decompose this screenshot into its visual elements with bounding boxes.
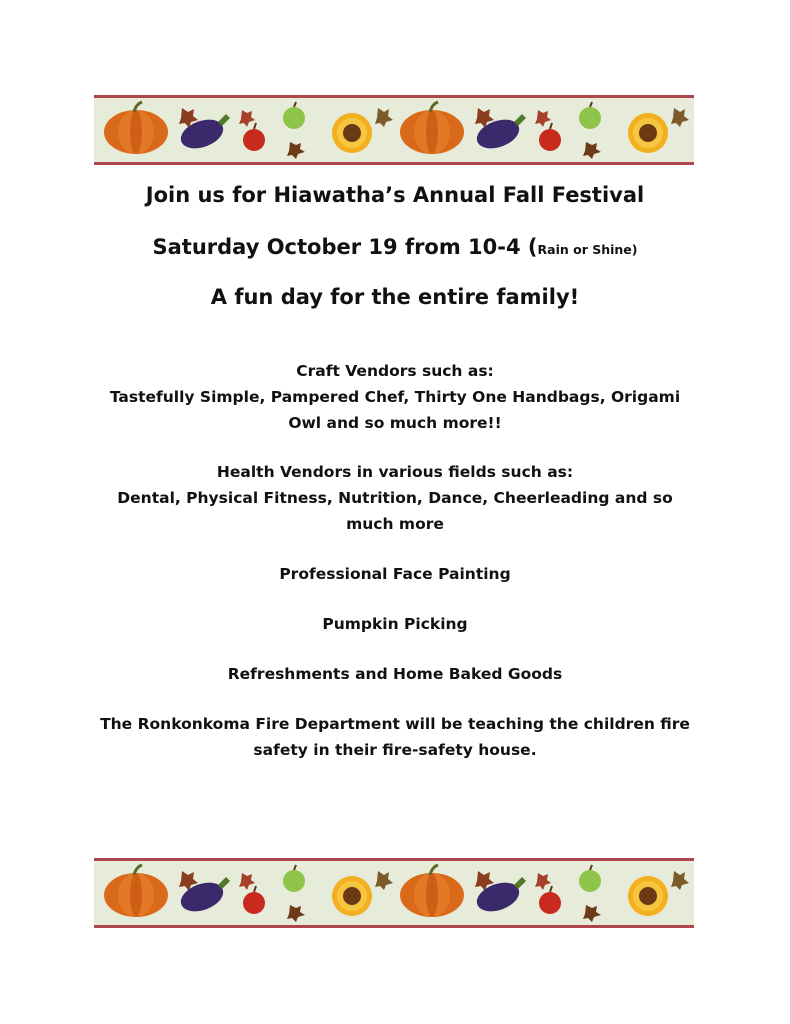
top-autumn-banner (94, 95, 694, 165)
leaf-icon (239, 110, 255, 127)
sunflower-icon (332, 113, 372, 153)
fire-department-line-2: safety in their fire-safety house. (253, 741, 537, 759)
autumn-pattern-bottom (94, 861, 694, 925)
tagline: A fun day for the entire family! (210, 285, 580, 309)
green-apple-icon (283, 865, 305, 892)
apple-icon (243, 123, 265, 151)
leaf-icon (375, 108, 393, 127)
leaf-icon (287, 142, 305, 159)
apple-icon (243, 886, 265, 914)
sunflower-icon (332, 876, 372, 916)
autumn-pattern-top (94, 98, 694, 162)
green-apple-icon (283, 102, 305, 129)
rain-or-shine-note: Rain or Shine) (537, 242, 638, 257)
pumpkin-icon (104, 865, 168, 917)
bottom-autumn-banner (94, 858, 694, 928)
refreshments: Refreshments and Home Baked Goods (227, 665, 563, 683)
health-vendors-heading: Health Vendors in various fields such as: (216, 463, 574, 481)
health-vendors-line-1: Dental, Physical Fitness, Nutrition, Dance, Cheerleading and so (117, 489, 673, 507)
craft-vendors-line-1: Tastefully Simple, Pampered Chef, Thirty One Handbags, Origami (109, 388, 681, 406)
festival-title: Join us for Hiawatha’s Annual Fall Festival (145, 183, 645, 207)
date-line (40, 235, 750, 259)
craft-vendors-line-2: Owl and so much more!! (288, 414, 502, 432)
fire-department-line-1: The Ronkonkoma Fire Department will be teaching the children fire (100, 715, 690, 733)
pumpkin-icon (104, 102, 168, 154)
face-painting: Professional Face Painting (279, 565, 511, 583)
health-vendors-line-2: much more (346, 515, 444, 533)
pumpkin-picking: Pumpkin Picking (322, 615, 468, 633)
date-text: Saturday October 19 from 10-4 ( (152, 235, 538, 259)
leaf-icon (375, 871, 393, 890)
leaf-icon (287, 905, 305, 922)
craft-vendors-heading: Craft Vendors such as: (296, 362, 494, 380)
leaf-icon (239, 873, 255, 890)
